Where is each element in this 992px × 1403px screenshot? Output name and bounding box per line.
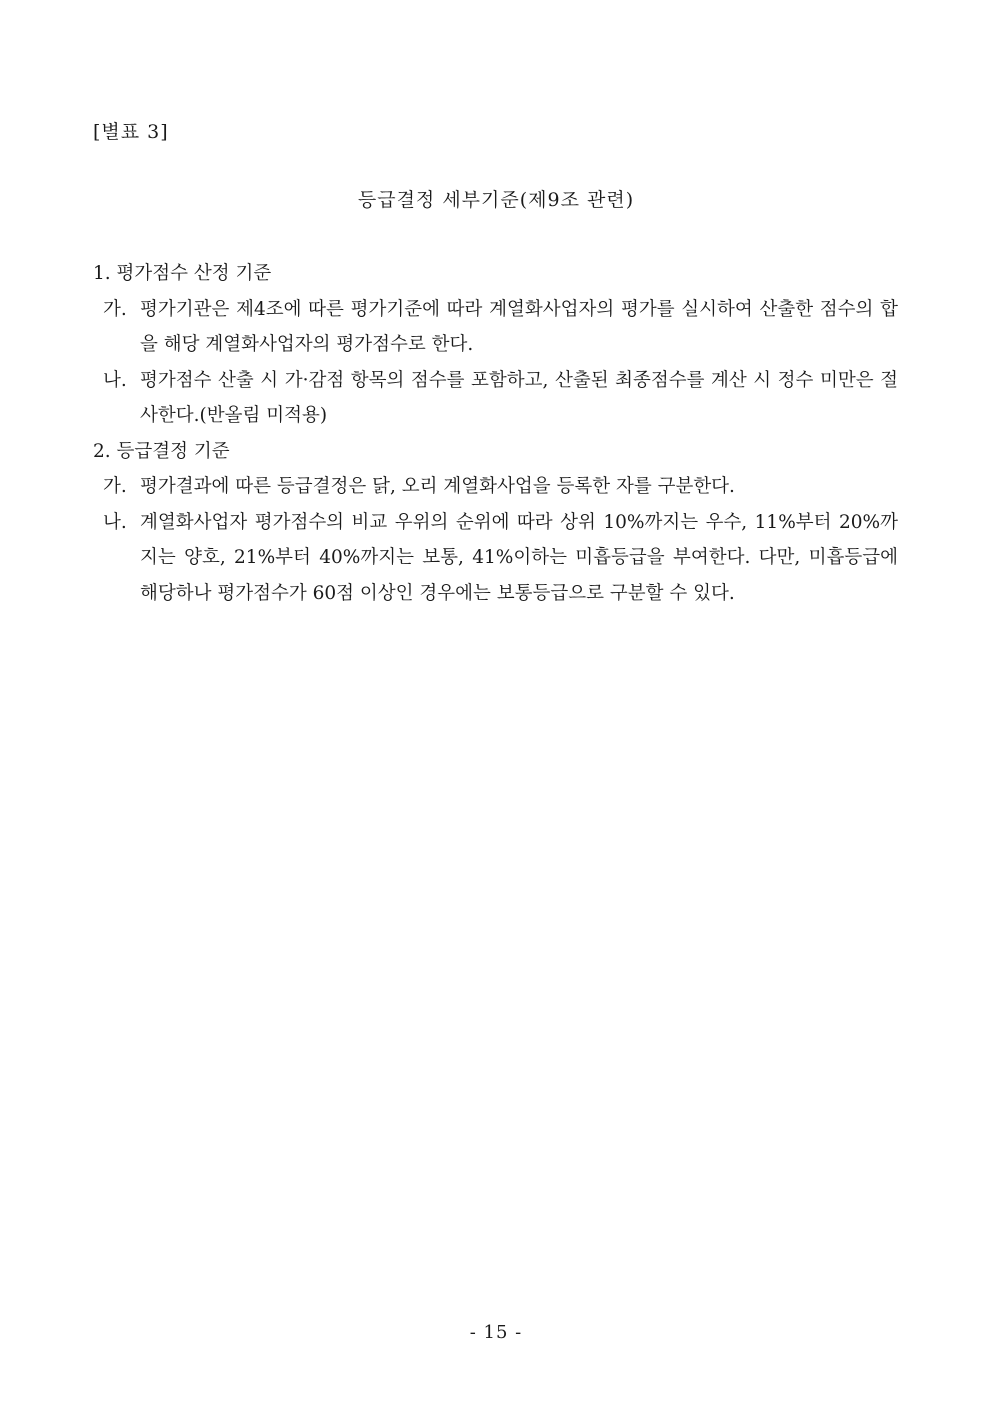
item-marker: 가. <box>103 476 127 497</box>
section-heading: 2. 등급결정 기준 <box>93 440 230 462</box>
item-marker: 가. <box>103 298 127 320</box>
item-marker: 나. <box>103 511 127 533</box>
item-text: 평가점수 산출 시 가·감점 항목의 점수를 포함하고, 산출된 최종점수를 계산 시 정수 미만은 절사한다.(반올림 미적용) <box>140 369 898 426</box>
document-title: 등급결정 세부기준(제9조 관련) <box>357 189 635 211</box>
item-text: 평가결과에 따른 등급결정은 닭, 오리 계열화사업을 등록한 자를 구분한다. <box>140 476 735 497</box>
annex-label: [별표 3] <box>93 121 169 143</box>
section-2 <box>93 434 898 612</box>
item-text: 평가기관은 제4조에 따른 평가기준에 따라 계열화사업자의 평가를 실시하여 산출한 점수의 합을 해당 계열화사업자의 평가점수로 한다. <box>140 298 898 355</box>
page-number: - 15 - <box>469 1322 523 1343</box>
list-item <box>93 505 898 612</box>
section-heading: 1. 평가점수 산정 기준 <box>93 263 272 284</box>
section-1 <box>93 256 898 434</box>
list-item <box>93 292 898 363</box>
list-item <box>93 363 898 434</box>
list-item <box>93 469 898 505</box>
item-marker: 나. <box>103 369 127 391</box>
item-text: 계열화사업자 평가점수의 비교 우위의 순위에 따라 상위 10%까지는 우수, 11%부터 20%까지는 양호, 21%부터 40%까지는 보통, 41%이하는 미흡등급을 부여한다. 다만, 미흡등급에 해당하나 평가점수가 60점 이상인 경우에는 보통등급으로 구분할 수 있다. <box>140 511 898 604</box>
document-body <box>93 256 898 611</box>
